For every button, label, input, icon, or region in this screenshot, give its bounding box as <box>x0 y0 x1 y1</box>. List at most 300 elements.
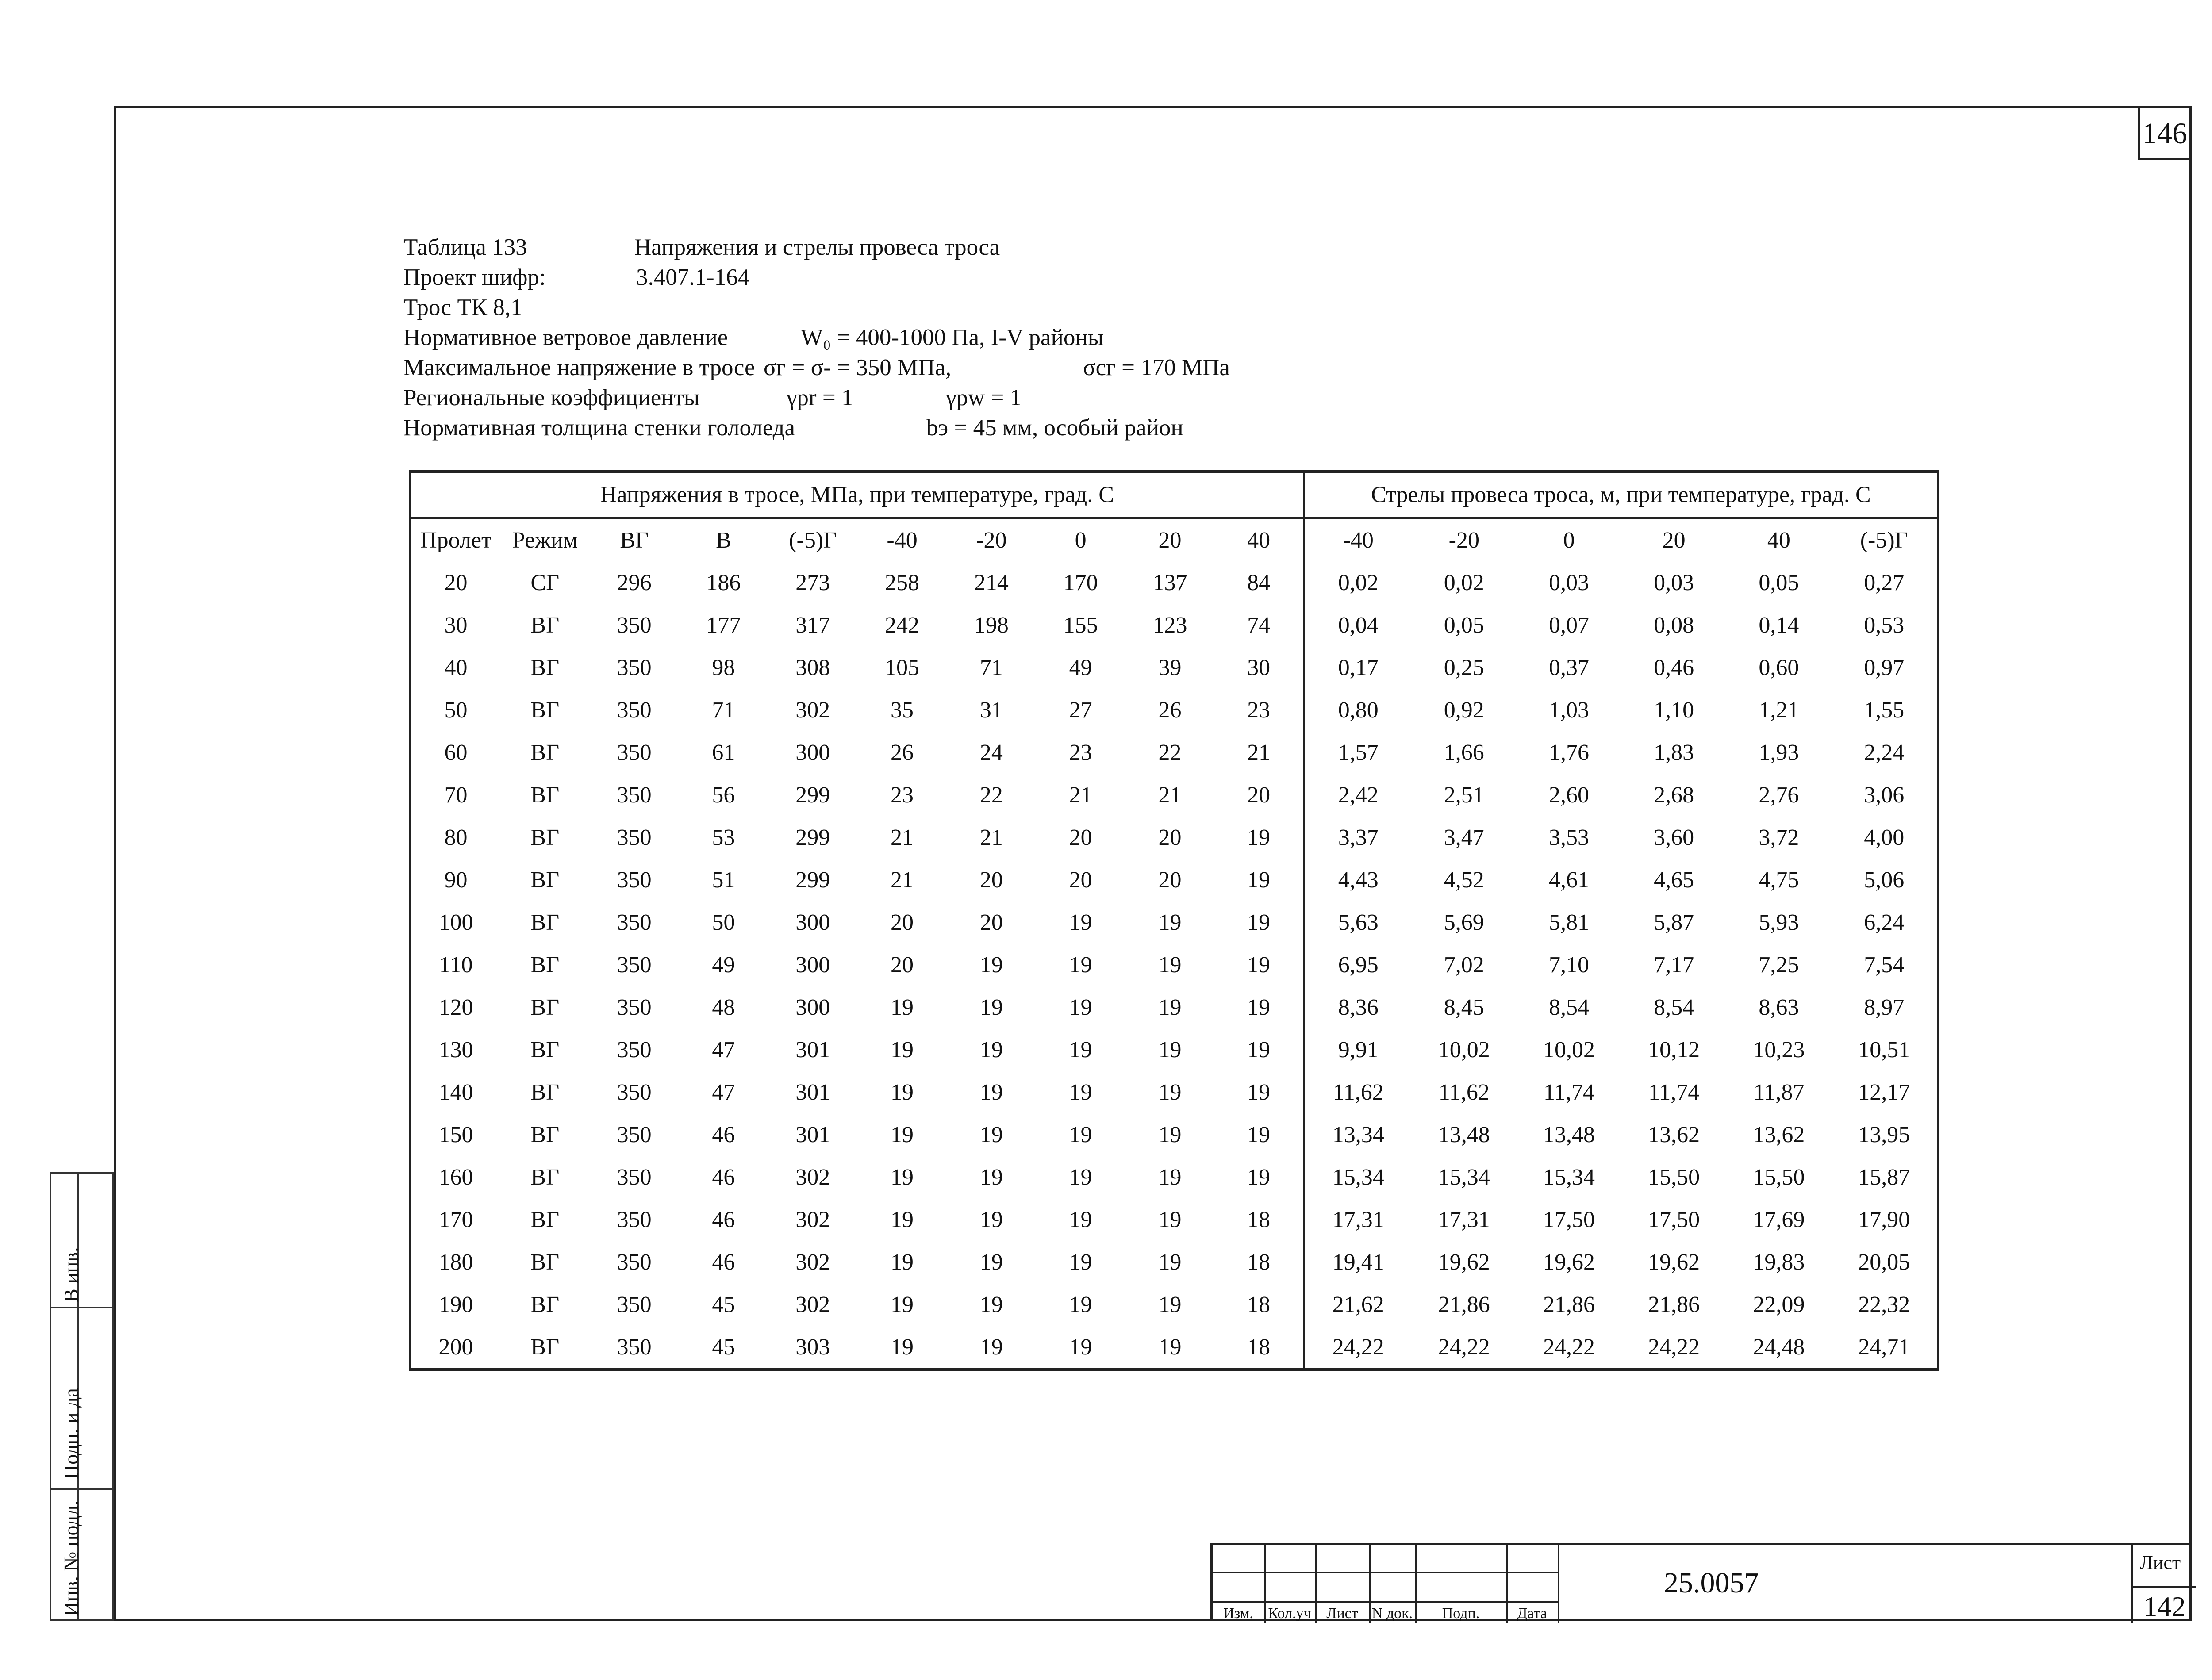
table-cell: 21 <box>891 825 914 850</box>
table-cell: 299 <box>795 782 830 808</box>
table-cell: 350 <box>617 740 652 765</box>
column-header: В <box>716 527 731 553</box>
table-cell: 19 <box>891 1292 914 1317</box>
table-cell: 19 <box>1069 1037 1092 1062</box>
table-cell: 11,62 <box>1333 1079 1384 1105</box>
table-cell: 0,08 <box>1654 612 1694 638</box>
table-cell: 19 <box>1069 909 1092 935</box>
table-cell: 19 <box>1158 1079 1182 1105</box>
column-header: (-5)Г <box>1860 527 1908 553</box>
table-cell: 19 <box>1158 909 1182 935</box>
table-cell: 300 <box>795 994 830 1020</box>
table-cell: 27 <box>1069 697 1092 723</box>
table-cell: 19 <box>1214 986 1304 1028</box>
table-cell: 3,37 <box>1338 825 1379 850</box>
table-cell: 5,63 <box>1338 909 1379 935</box>
table-cell: 299 <box>795 825 830 850</box>
table-cell: 301 <box>795 1122 830 1147</box>
table-row <box>410 689 1938 731</box>
table-cell: 350 <box>617 782 652 808</box>
table-cell: 200 <box>438 1334 473 1360</box>
table-cell: 31 <box>979 697 1003 723</box>
table-cell: 24,22 <box>1543 1334 1595 1360</box>
table-cell: 71 <box>712 697 735 723</box>
table-cell: 21,86 <box>1438 1292 1490 1317</box>
column-header: 0 <box>1075 527 1087 553</box>
table-cell: 19 <box>979 1037 1003 1062</box>
table-cell: 19 <box>1214 859 1304 901</box>
table-cell: 19 <box>1069 1249 1092 1275</box>
table-cell: 0,14 <box>1759 612 1799 638</box>
table-cell: 110 <box>439 952 473 978</box>
table-cell: 20 <box>979 867 1003 893</box>
table-cell: 350 <box>617 1079 652 1105</box>
table-cell: 19 <box>979 1122 1003 1147</box>
sheet-box <box>2131 1545 2196 1623</box>
table-cell: 19 <box>1158 1207 1182 1232</box>
table-cell: 19 <box>1069 1122 1092 1147</box>
table-cell: 50 <box>444 697 468 723</box>
table-cell: 19 <box>891 1079 914 1105</box>
table-cell: ВГ <box>530 1207 560 1232</box>
table-body <box>410 561 1938 1369</box>
stress-label: Максимальное напряжение в тросе <box>403 355 755 380</box>
table-cell: 19 <box>1158 1249 1182 1275</box>
table-cell: 5,93 <box>1759 909 1799 935</box>
table-cell: 120 <box>438 994 473 1020</box>
table-cell: 20 <box>1158 867 1182 893</box>
table-cell: 350 <box>617 1037 652 1062</box>
table-cell: 19,62 <box>1543 1249 1595 1275</box>
table-cell: 2,60 <box>1548 782 1589 808</box>
table-cell: 299 <box>795 867 830 893</box>
table-cell: 13,62 <box>1753 1122 1805 1147</box>
table-cell: 15,50 <box>1753 1164 1805 1190</box>
table-cell: 11,74 <box>1648 1079 1700 1105</box>
table-cell: 56 <box>712 782 735 808</box>
table-cell: 17,50 <box>1543 1207 1595 1232</box>
table-cell: 19 <box>891 1037 914 1062</box>
table-cell: 19 <box>1158 1122 1182 1147</box>
gamma-pr: γpr = 1 <box>787 385 853 410</box>
table-cell: 5,87 <box>1654 909 1694 935</box>
table-row <box>410 561 1938 604</box>
table-cell: 22 <box>979 782 1003 808</box>
table-cell: 0,03 <box>1654 570 1694 595</box>
table-cell: 155 <box>1063 612 1098 638</box>
table-cell: 0,07 <box>1548 612 1589 638</box>
table-cell: 5,69 <box>1444 909 1484 935</box>
table-cell: 0,53 <box>1864 612 1905 638</box>
table-cell: 30 <box>1214 646 1304 689</box>
table-cell: 19 <box>1158 994 1182 1020</box>
table-cell: 350 <box>617 1122 652 1147</box>
table-cell: 160 <box>438 1164 473 1190</box>
table-cell: 302 <box>795 1164 830 1190</box>
table-cell: 23 <box>891 782 914 808</box>
table-cell: ВГ <box>530 994 560 1020</box>
table-cell: 0,02 <box>1338 570 1379 595</box>
table-cell: 2,76 <box>1759 782 1799 808</box>
table-cell: 186 <box>706 570 741 595</box>
table-cell: 15,87 <box>1858 1164 1910 1190</box>
table-cell: 19 <box>891 1164 914 1190</box>
table-cell: 11,87 <box>1753 1079 1805 1105</box>
table-cell: 19 <box>1069 1079 1092 1105</box>
column-header: -20 <box>976 527 1007 553</box>
table-cell: 19 <box>1158 1037 1182 1062</box>
table-cell: 273 <box>795 570 830 595</box>
cable-type: Трос ТК 8,1 <box>403 295 522 320</box>
table-cell: 7,10 <box>1548 952 1589 978</box>
table-title: Напряжения и стрелы провеса троса <box>634 234 1000 260</box>
table-cell: 100 <box>438 909 473 935</box>
table-cell: 22,32 <box>1858 1292 1910 1317</box>
table-row <box>410 646 1938 689</box>
table-cell: 24,48 <box>1753 1334 1805 1360</box>
table-cell: 46 <box>712 1122 735 1147</box>
table-cell: 35 <box>891 697 914 723</box>
table-cell: 302 <box>795 1249 830 1275</box>
table-cell: 10,02 <box>1438 1037 1490 1062</box>
table-cell: 4,43 <box>1338 867 1379 893</box>
table-cell: 3,06 <box>1864 782 1905 808</box>
table-cell: 2,68 <box>1654 782 1694 808</box>
table-cell: 84 <box>1214 561 1304 604</box>
table-cell: 24 <box>979 740 1003 765</box>
table-cell: 140 <box>438 1079 473 1105</box>
side-stamp-divider <box>51 1488 112 1490</box>
table-cell: 350 <box>617 825 652 850</box>
table-cell: 302 <box>795 1292 830 1317</box>
side-stamp <box>50 1172 114 1621</box>
table-cell: 2,42 <box>1338 782 1379 808</box>
table-cell: 3,72 <box>1759 825 1799 850</box>
table-cell: 350 <box>617 1334 652 1360</box>
table-cell: 0,17 <box>1338 655 1379 680</box>
table-cell: 0,46 <box>1654 655 1694 680</box>
table-cell: 30 <box>444 612 468 638</box>
table-cell: 4,00 <box>1864 825 1905 850</box>
table-cell: ВГ <box>530 1249 560 1275</box>
column-header: 20 <box>1158 527 1182 553</box>
stamp-hline <box>1213 1572 1558 1573</box>
table-cell: 0,25 <box>1444 655 1484 680</box>
table-cell: 19 <box>979 1207 1003 1232</box>
table-cell: 19 <box>1214 1156 1304 1198</box>
table-cell: 1,66 <box>1444 740 1484 765</box>
table-cell: 47 <box>712 1079 735 1105</box>
side-stamp-divider <box>51 1307 112 1308</box>
table-cell: 22 <box>1158 740 1182 765</box>
table-cell: 15,34 <box>1543 1164 1595 1190</box>
table-cell: 19 <box>979 1334 1003 1360</box>
table-cell: 40 <box>444 655 468 680</box>
table-row <box>410 1198 1938 1241</box>
stress-value: σг = σ- = 350 МПа, <box>764 355 952 380</box>
table-cell: 48 <box>712 994 735 1020</box>
table-cell: 350 <box>617 1164 652 1190</box>
table-cell: 19 <box>1069 952 1092 978</box>
title-block <box>1210 1543 2192 1621</box>
table-cell: 6,95 <box>1338 952 1379 978</box>
column-header: Режим <box>512 527 578 553</box>
stress-sag-table <box>409 470 1939 1371</box>
table-cell: 350 <box>617 867 652 893</box>
table-cell: 190 <box>438 1292 473 1317</box>
table-cell: ВГ <box>530 1122 560 1147</box>
table-cell: 177 <box>706 612 741 638</box>
table-cell: 301 <box>795 1037 830 1062</box>
table-cell: 4,61 <box>1548 867 1589 893</box>
table-cell: 300 <box>795 909 830 935</box>
stamp-label-kolvo: Кол.уч <box>1268 1605 1311 1622</box>
table-cell: 170 <box>1063 570 1098 595</box>
table-cell: 20 <box>1069 825 1092 850</box>
table-cell: 20 <box>1214 774 1304 816</box>
table-cell: 19 <box>1158 1334 1182 1360</box>
table-cell: 10,02 <box>1543 1037 1595 1062</box>
table-cell: 123 <box>1152 612 1187 638</box>
table-cell: 45 <box>712 1292 735 1317</box>
sheet-label: Лист <box>2140 1552 2181 1573</box>
table-cell: 13,95 <box>1858 1122 1910 1147</box>
table-cell: 8,54 <box>1548 994 1589 1020</box>
title-block-grid <box>1213 1545 1558 1623</box>
table-cell: 1,93 <box>1759 740 1799 765</box>
table-cell: 17,31 <box>1332 1207 1384 1232</box>
table-row <box>410 1113 1938 1156</box>
table-label: Таблица 133 <box>403 234 527 260</box>
table-cell: 18 <box>1214 1241 1304 1283</box>
table-cell: 308 <box>795 655 830 680</box>
table-cell: ВГ <box>530 1079 560 1105</box>
table-cell: 7,02 <box>1444 952 1484 978</box>
table-cell: 21,86 <box>1648 1292 1700 1317</box>
table-cell: 19,83 <box>1753 1249 1805 1275</box>
table-cell: 20 <box>1069 867 1092 893</box>
table-cell: 21 <box>1214 731 1304 774</box>
table-cell: ВГ <box>530 952 560 978</box>
document-code: 25.0057 <box>1664 1567 1759 1599</box>
table-cell: 1,10 <box>1654 697 1694 723</box>
table-cell: 19 <box>1069 994 1092 1020</box>
table-cell: 350 <box>617 1249 652 1275</box>
stamp-label-ndoc: N док. <box>1371 1605 1413 1622</box>
table-cell: 21 <box>979 825 1003 850</box>
table-cell: 11,62 <box>1438 1079 1490 1105</box>
table-cell: 2,24 <box>1864 740 1905 765</box>
table-cell: 61 <box>712 740 735 765</box>
table-cell: 19 <box>1069 1292 1092 1317</box>
table-cell: 296 <box>617 570 652 595</box>
table-cell: 105 <box>885 655 920 680</box>
table-cell: 26 <box>1158 697 1182 723</box>
table-cell: 19,62 <box>1438 1249 1490 1275</box>
table-cell: 47 <box>712 1037 735 1062</box>
wind-value: W₀ = 400-1000 Па, I-V районы <box>801 325 1104 350</box>
table-cell: 19 <box>891 1334 914 1360</box>
column-header: 40 <box>1767 527 1790 553</box>
side-inv-orig: Инв. № подл. <box>60 1500 82 1616</box>
table-cell: ВГ <box>530 782 560 808</box>
table-cell: 19 <box>1158 1164 1182 1190</box>
table-cell: ВГ <box>530 825 560 850</box>
table-cell: 0,60 <box>1759 655 1799 680</box>
column-header-row <box>410 518 1938 562</box>
table-cell: 26 <box>891 740 914 765</box>
table-cell: ВГ <box>530 740 560 765</box>
regional-label: Региональные коэффициенты <box>403 385 700 410</box>
table-cell: 214 <box>974 570 1009 595</box>
table-cell: 90 <box>444 867 468 893</box>
table-cell: 50 <box>712 909 735 935</box>
table-row <box>410 859 1938 901</box>
table-cell: 23 <box>1069 740 1092 765</box>
table-cell: 19 <box>1069 1164 1092 1190</box>
table-cell: 24,71 <box>1858 1334 1910 1360</box>
table-cell: 19 <box>979 952 1003 978</box>
table-cell: 350 <box>617 909 652 935</box>
stamp-hline <box>1213 1601 1558 1603</box>
table-cell: 19,62 <box>1648 1249 1700 1275</box>
table-cell: 17,69 <box>1753 1207 1805 1232</box>
table-cell: 21,62 <box>1332 1292 1384 1317</box>
table-row <box>410 986 1938 1028</box>
table-cell: 0,97 <box>1864 655 1905 680</box>
table-cell: 20 <box>979 909 1003 935</box>
table-cell: 46 <box>712 1249 735 1275</box>
table-cell: 350 <box>617 697 652 723</box>
table-cell: ВГ <box>530 867 560 893</box>
corner-sheet-number: 146 <box>2138 106 2192 160</box>
table-row <box>410 816 1938 859</box>
table-cell: 300 <box>795 952 830 978</box>
table-cell: 8,63 <box>1759 994 1799 1020</box>
table-cell: 7,54 <box>1864 952 1905 978</box>
table-cell: 303 <box>795 1334 830 1360</box>
table-cell: 150 <box>438 1122 473 1147</box>
table-cell: 0,03 <box>1548 570 1589 595</box>
table-cell: 51 <box>712 867 735 893</box>
table-cell: 21 <box>1069 782 1092 808</box>
group-header-stress: Напряжения в тросе, МПа, при температуре, град. С <box>410 472 1304 518</box>
table-cell: 350 <box>617 1207 652 1232</box>
table-cell: 0,27 <box>1864 570 1905 595</box>
table-cell: 15,50 <box>1648 1164 1700 1190</box>
table-cell: 1,83 <box>1654 740 1694 765</box>
table-cell: 0,37 <box>1548 655 1589 680</box>
table-cell: 13,62 <box>1648 1122 1700 1147</box>
table-cell: 7,25 <box>1759 952 1799 978</box>
side-inv-dup: В инв. <box>60 1247 82 1302</box>
table-row <box>410 1241 1938 1283</box>
table-cell: 5,06 <box>1864 867 1905 893</box>
table-cell: 24,22 <box>1648 1334 1700 1360</box>
table-cell: 49 <box>1069 655 1092 680</box>
table-cell: 350 <box>617 952 652 978</box>
table-cell: 3,60 <box>1654 825 1694 850</box>
table-cell: 19 <box>1214 816 1304 859</box>
table-cell: ВГ <box>530 909 560 935</box>
table-cell: 20 <box>1158 825 1182 850</box>
table-cell: 302 <box>795 1207 830 1232</box>
table-cell: 18 <box>1214 1198 1304 1241</box>
column-header: ВГ <box>620 527 649 553</box>
table-cell: 1,76 <box>1548 740 1589 765</box>
table-cell: 17,31 <box>1438 1207 1490 1232</box>
table-row <box>410 774 1938 816</box>
table-cell: 18 <box>1214 1283 1304 1326</box>
table-cell: ВГ <box>530 1037 560 1062</box>
table-cell: 3,53 <box>1548 825 1589 850</box>
table-cell: 12,17 <box>1858 1079 1910 1105</box>
column-header: (-5)Г <box>789 527 837 553</box>
table-cell: 10,51 <box>1858 1037 1910 1062</box>
column-header: 20 <box>1662 527 1686 553</box>
table-cell: 350 <box>617 994 652 1020</box>
group-header-sag: Стрелы провеса троса, м, при температуре, град. С <box>1304 472 1938 518</box>
table-cell: 15,34 <box>1332 1164 1384 1190</box>
table-cell: 130 <box>438 1037 473 1062</box>
table-cell: 20 <box>891 909 914 935</box>
stamp-label-list: Лист <box>1326 1605 1358 1622</box>
table-cell: 19 <box>979 1292 1003 1317</box>
table-cell: 2,51 <box>1444 782 1484 808</box>
table-cell: 19 <box>1158 952 1182 978</box>
wind-label: Нормативное ветровое давление <box>403 325 728 350</box>
table-cell: 19,41 <box>1332 1249 1384 1275</box>
project-label: Проект шифр: <box>403 265 546 290</box>
side-sign-date: Подп. и да <box>60 1388 82 1479</box>
table-cell: 19 <box>891 1122 914 1147</box>
table-cell: 21 <box>891 867 914 893</box>
table-cell: 258 <box>885 570 920 595</box>
table-cell: 302 <box>795 697 830 723</box>
table-cell: 19 <box>1214 901 1304 944</box>
table-cell: 19 <box>1158 1292 1182 1317</box>
table-cell: 98 <box>712 655 735 680</box>
table-row <box>410 1283 1938 1326</box>
ice-label: Нормативная толщина стенки гололеда <box>403 415 795 441</box>
table-cell: 300 <box>795 740 830 765</box>
column-header: -20 <box>1448 527 1479 553</box>
table-cell: 80 <box>444 825 468 850</box>
column-header: 0 <box>1563 527 1575 553</box>
table-cell: 6,24 <box>1864 909 1905 935</box>
table-cell: 8,54 <box>1654 994 1694 1020</box>
table-cell: 0,80 <box>1338 697 1379 723</box>
column-header: -40 <box>1343 527 1374 553</box>
column-header: -40 <box>887 527 918 553</box>
table-cell: ВГ <box>530 612 560 638</box>
table-cell: 19 <box>1214 1028 1304 1071</box>
table-cell: 20,05 <box>1858 1249 1910 1275</box>
table-cell: ВГ <box>530 697 560 723</box>
table-cell: 11,74 <box>1543 1079 1595 1105</box>
table-cell: 46 <box>712 1207 735 1232</box>
table-cell: 22,09 <box>1753 1292 1805 1317</box>
table-cell: 7,17 <box>1654 952 1694 978</box>
table-cell: 20 <box>891 952 914 978</box>
table-cell: 21,86 <box>1543 1292 1595 1317</box>
table-cell: 49 <box>712 952 735 978</box>
table-row <box>410 604 1938 646</box>
table-cell: 13,48 <box>1543 1122 1595 1147</box>
table-cell: 19 <box>891 1207 914 1232</box>
table-cell: 19 <box>979 1079 1003 1105</box>
table-cell: 8,97 <box>1864 994 1905 1020</box>
